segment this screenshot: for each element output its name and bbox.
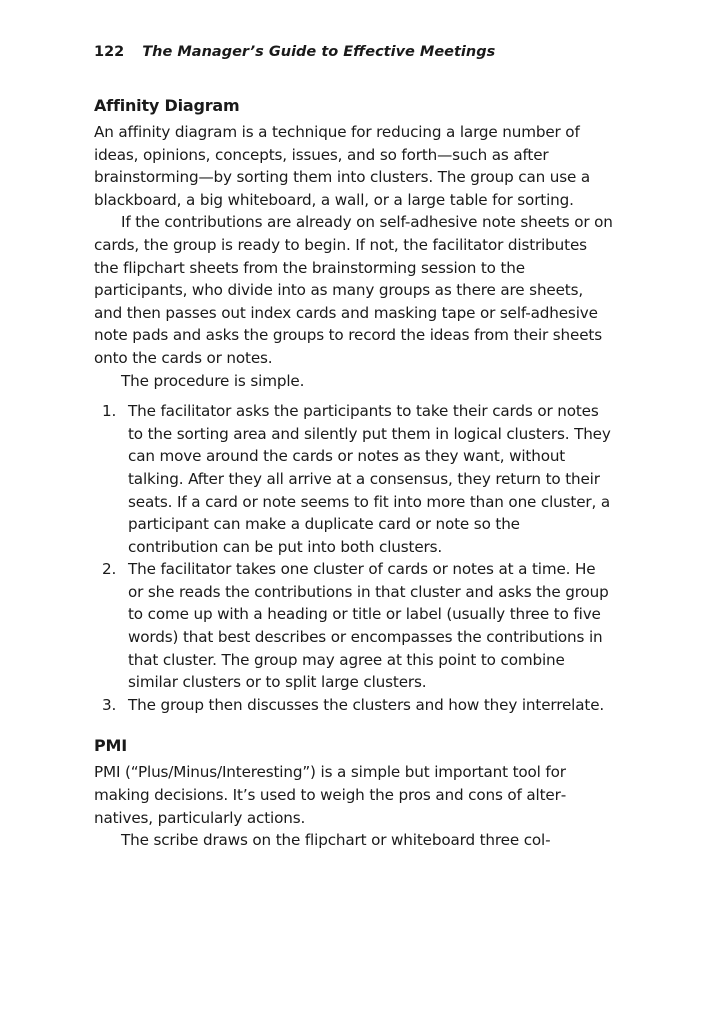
running-head (94, 44, 614, 60)
list-item-text: The group then discusses the clusters and how they interrelate. (128, 695, 605, 714)
affinity-heading: Affinity Diagram (94, 96, 240, 115)
affinity-paragraph-3: The procedure is simple. (121, 371, 305, 390)
list-item-number: 2. (102, 560, 117, 579)
affinity-paragraph-2: If the contributions are already on self-adhesive note sheets or on cards, the group is ready to begin. If not, the facilitator distributes the flipchart sheets from the brainstorming session to the participants, who divide into as many groups as there are sheets, and then passes out index cards and masking tape or self-adhesive note pads and asks the groups to record the ideas from their sheets onto the cards or notes. (94, 213, 613, 367)
list-item-number: 3. (102, 695, 117, 714)
page-content (94, 44, 614, 852)
section-gap (94, 724, 614, 736)
list-item (94, 694, 614, 717)
affinity-paragraph-1: An affinity diagram is a technique for reducing a large number of ideas, opinions, concepts, issues, and so forth—such as after brainstorming—by sorting them into clusters. The group can use a blackboard, a big whiteboard, a wall, or a large table for sorting. (94, 123, 591, 209)
list-item (94, 400, 614, 558)
pmi-paragraph-1: PMI (“Plus/Minus/Interesting”) is a simple but important tool for making decisions. It’s used to weigh the pros and cons of alternatives, particularly actions. (94, 763, 567, 827)
page-number: 122 (94, 44, 125, 60)
pmi-heading: PMI (94, 736, 128, 756)
procedure-list (94, 400, 614, 716)
list-item-text: The facilitator asks the participants to take their cards or notes to the sorting area and silently put them in logical clusters. They can move around the cards or notes as they want, without talking. After they all arrive at a consensus, they return to their seats. If a card or note seems to fit into more than one cluster, a participant can make a duplicate card or note so the contribution can be put into both clusters. (128, 402, 611, 556)
list-item-number: 1. (102, 402, 117, 421)
list-item (94, 558, 614, 694)
book-title: The Manager’s Guide to Effective Meetings (142, 44, 496, 60)
pmi-paragraph-2: The scribe draws on the flipchart or whiteboard three col- (121, 831, 551, 850)
list-item-text: The facilitator takes one cluster of cards or notes at a time. He or she reads the contributions in that cluster and asks the group to come up with a heading or title or label (usually three to five words) that best describes or encompasses the contributions in that cluster. The group may agree at this point to combine similar clusters or to split large clusters. (128, 560, 609, 692)
